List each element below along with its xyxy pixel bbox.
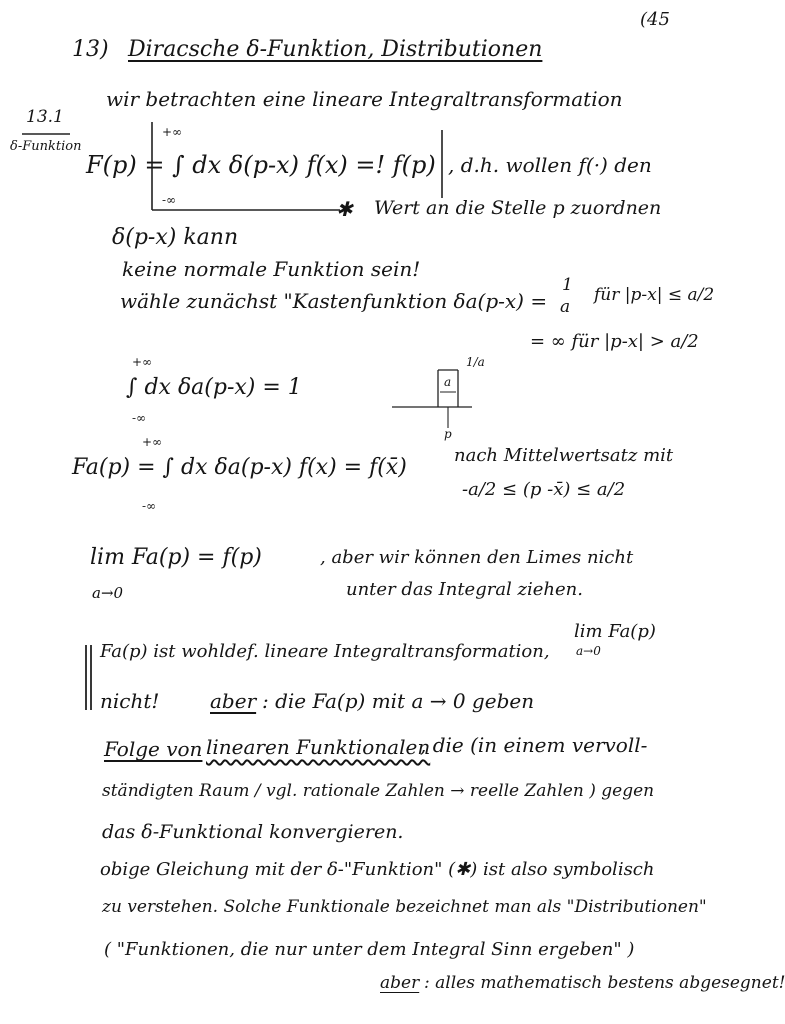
delta-functional-converge: das δ-Funktional konvergieren. (102, 821, 404, 843)
limit-note: , aber wir können den Limes nicht (320, 547, 634, 568)
not-text: nicht! (100, 689, 160, 713)
box-sketch-p-label: p (444, 427, 452, 441)
Fa-sequence-text: : die Fa(p) mit a → 0 geben (262, 689, 535, 713)
math-sanctioned: : alles mathematisch bestens abgesegnet! (424, 973, 785, 993)
completed-space-cont: ständigten Raum / vgl. rationale Zahlen → reelle Zahlen ) gegen (102, 781, 655, 801)
line-intro: wir betrachten eine lineare Integraltransformation (106, 87, 623, 111)
but-footnote: aber (380, 973, 420, 993)
lim-Fa: lim Fa(p) (574, 621, 656, 642)
page-number: (45 (640, 9, 670, 30)
box-sketch-height-label: 1/a (466, 355, 485, 369)
margin-label: δ-Funktion (10, 139, 82, 154)
sequence-label: Folge von (104, 737, 203, 761)
norm-integral-upper: +∞ (132, 355, 153, 369)
formula-F-of-p: F(p) = ∫ dx δ(p-x) f(x) =! f(p) (86, 151, 436, 179)
section-number: 13) (72, 37, 109, 62)
limit-subscript: a→0 (92, 584, 124, 602)
margin-section-number: 13.1 (26, 107, 64, 127)
mean-value-note: nach Mittelwertsatz mit (454, 445, 674, 466)
fraction-numerator: 1 (562, 275, 573, 295)
box-sketch-width-label: a (444, 375, 452, 389)
Fa-formula: Fa(p) = ∫ dx δa(p-x) f(x) = f(x̄) (72, 455, 407, 480)
line-no-normal-function: keine normale Funktion sein! (122, 257, 421, 281)
integral-upper-limit: +∞ (162, 125, 183, 139)
line-delta-can: δ(p-x) kann (112, 225, 239, 250)
line-assign-value: Wert an die Stelle p zuordnen (374, 197, 662, 219)
section-title: Diracsche δ-Funktion, Distributionen (128, 37, 543, 62)
integral-lower-limit: -∞ (162, 193, 177, 207)
box-condition-outside: = ∞ für |p-x| > a/2 (530, 331, 699, 352)
distributions-definition: zu verstehen. Solche Funktionale bezeichnet man als "Distributionen" (102, 897, 707, 917)
fraction-denominator: a (560, 297, 571, 317)
linear-functionals: linearen Funktionalen (206, 735, 431, 759)
but-text: aber (210, 689, 257, 713)
Fa-well-defined: Fa(p) ist wohldef. lineare Integraltransformation, (100, 641, 550, 662)
norm-integral-lower: -∞ (132, 411, 147, 425)
norm-integral: ∫ dx δa(p-x) = 1 (126, 375, 302, 400)
lim-Fa-subscript: a→0 (576, 644, 601, 658)
limit-formula: lim Fa(p) = f(p) (90, 545, 262, 570)
box-condition-inside: für |p-x| ≤ a/2 (594, 285, 715, 305)
star-marker: ✱ (336, 197, 353, 221)
Fa-integral-upper: +∞ (142, 435, 163, 449)
line-box-function: wähle zunächst "Kastenfunktion δa(p-x) = (120, 289, 548, 313)
completed-space-text: , die (in einem vervoll- (420, 733, 648, 757)
formula-explanation: , d.h. wollen f(·) den (448, 153, 652, 177)
symbolic-equation: obige Gleichung mit der δ-"Funktion" (✱) ist also symbolisch (100, 859, 655, 880)
Fa-integral-lower: -∞ (142, 499, 157, 513)
limit-note-cont: unter das Integral ziehen. (346, 579, 583, 600)
mean-value-bounds: -a/2 ≤ (p -x̄) ≤ a/2 (462, 479, 626, 500)
functions-under-integral: ( "Funktionen, die nur unter dem Integral Sinn ergeben" ) (104, 939, 635, 960)
